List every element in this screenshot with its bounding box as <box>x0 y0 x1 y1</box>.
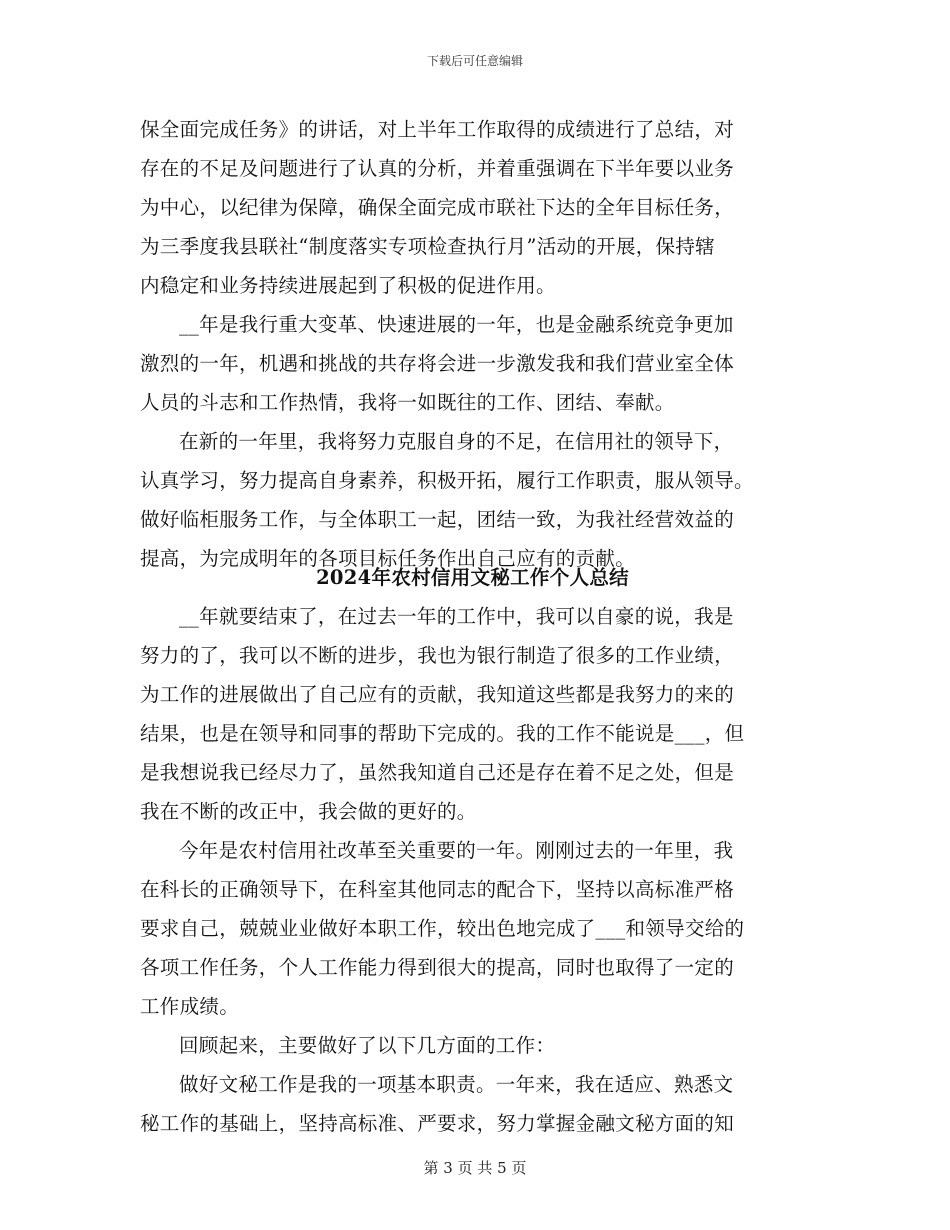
text-line: 秘工作的基础上，坚持高标准、严要求，努力掌握金融文秘方面的知 <box>140 1112 735 1135</box>
text-line: 为中心，以纪律为保障，确保全面完成市联社下达的全年目标任务， <box>140 196 735 219</box>
text-line: 认真学习，努力提高自身素养，积极开拓，履行工作职责，服从领导。 <box>140 469 754 492</box>
text-line: 做好文秘工作是我的一项基本职责。一年来，我在适应、熟悉文 <box>179 1073 734 1096</box>
text-line: 要求自己，兢兢业业做好本职工作，较出色地完成了___和领导交给的 <box>140 917 745 940</box>
page-header-note: 下载后可任意编辑 <box>426 54 523 68</box>
text-line: 在科长的正确领导下，在科室其他同志的配合下，坚持以高标准严格 <box>140 878 735 901</box>
text-line: 努力的了，我可以不断的进步，我也为银行制造了很多的工作业绩， <box>140 644 735 667</box>
text-line: 为三季度我县联社“制度落实专项检查执行月”活动的开展，保持辖 <box>140 235 715 258</box>
text-line: 是我想说我已经尽力了，虽然我知道自己还是存在着不足之处，但是 <box>140 761 735 784</box>
text-line: 激烈的一年，机遇和挑战的共存将会进一步激发我和我们营业室全体 <box>140 352 735 375</box>
text-line: __年是我行重大变革、快速进展的一年，也是金融系统竞争更加 <box>179 313 734 336</box>
text-line: 内稳定和业务持续进展起到了积极的促进作用。 <box>140 274 556 297</box>
text-line: __年就要结束了，在过去一年的工作中，我可以自豪的说，我是 <box>179 605 734 628</box>
text-line: 做好临柜服务工作，与全体职工一起，团结一致，为我社经营效益的 <box>140 508 735 531</box>
text-line: 工作成绩。 <box>140 995 240 1018</box>
body-text-block-2 <box>140 558 805 1143</box>
section-title: 2024年农村信用文秘工作个人总结 <box>316 566 629 589</box>
text-line: 为工作的进展做出了自己应有的贡献，我知道这些都是我努力的来的 <box>140 683 735 706</box>
text-line: 在新的一年里，我将努力克服自身的不足，在信用社的领导下， <box>179 430 734 453</box>
text-line: 人员的斗志和工作热情，我将一如既往的工作、团结、奉献。 <box>140 391 675 414</box>
body-text-block-1 <box>140 110 805 578</box>
text-line: 今年是农村信用社改革至关重要的一年。刚刚过去的一年里，我 <box>179 839 734 862</box>
page-number: 第 3 页 共 5 页 <box>423 1159 527 1177</box>
text-line: 提高，为完成明年的各项目标任务作出自己应有的贡献。 <box>140 547 636 570</box>
text-line: 各项工作任务，个人工作能力得到很大的提高，同时也取得了一定的 <box>140 956 735 979</box>
text-line: 我在不断的改正中，我会做的更好的。 <box>140 800 477 823</box>
text-line: 结果，也是在领导和同事的帮助下完成的。我的工作不能说是___，但 <box>140 722 745 745</box>
text-line: 回顾起来，主要做好了以下几方面的工作： <box>179 1034 556 1057</box>
text-line: 保全面完成任务》的讲话，对上半年工作取得的成绩进行了总结，对 <box>140 118 735 141</box>
text-line: 存在的不足及问题进行了认真的分析，并着重强调在下半年要以业务 <box>140 157 735 180</box>
